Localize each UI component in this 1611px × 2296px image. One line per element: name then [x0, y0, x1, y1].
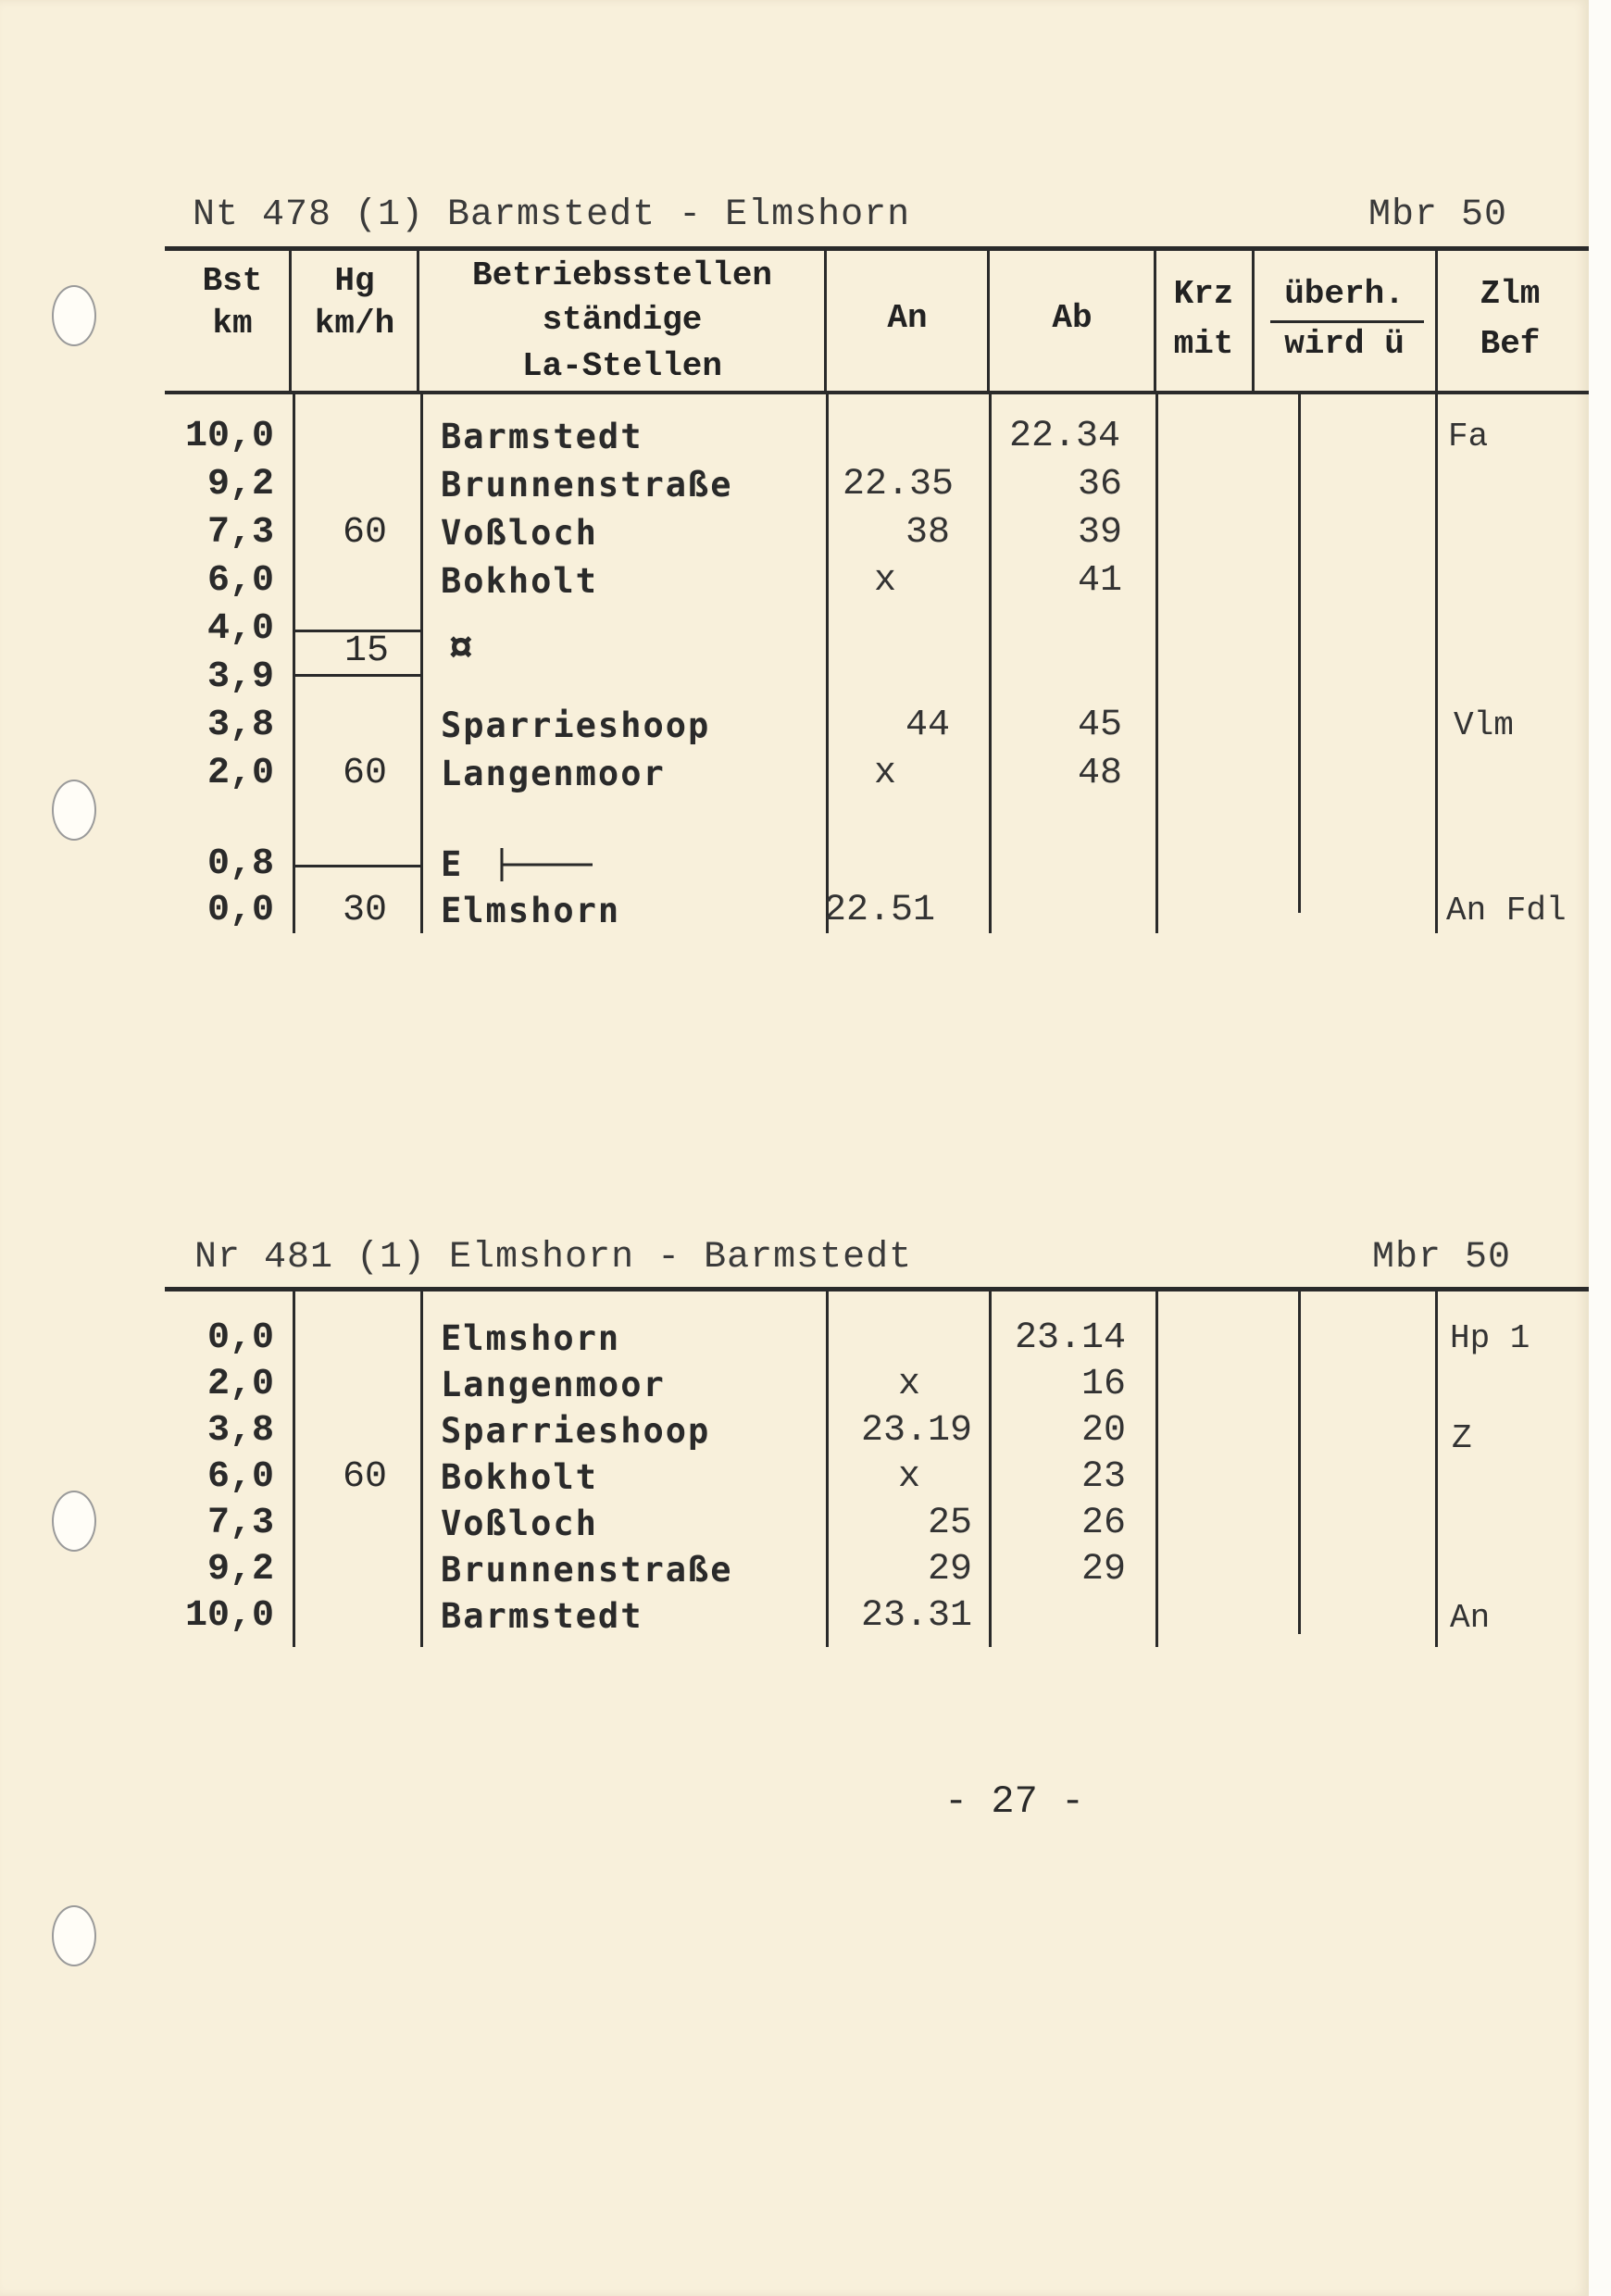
station-name: Voßloch	[441, 513, 598, 553]
header-la-stellen: La-Stellen	[521, 347, 723, 385]
header-staendige: ständige	[542, 301, 703, 339]
km-cell: 6,0	[206, 1456, 274, 1498]
header-bst: Bst	[202, 262, 263, 300]
remark-cell: Fa	[1448, 418, 1489, 455]
km-cell: 2,0	[206, 1364, 274, 1405]
header-an: An	[887, 299, 928, 337]
station-name: Bokholt	[441, 1457, 598, 1497]
speed-cell: 60	[343, 512, 388, 554]
page-number: - 27 -	[944, 1779, 1085, 1824]
table2-top-rule	[165, 1287, 1589, 1292]
divider	[1155, 1292, 1158, 1647]
km-cell: 0,8	[206, 843, 274, 885]
header-hg: Hg	[334, 262, 375, 300]
station-name: Brunnenstraße	[441, 465, 733, 505]
km-cell: 10,0	[184, 416, 274, 457]
speed-cell: 30	[343, 890, 388, 931]
table1-top-rule	[165, 246, 1589, 251]
departure-time: 26	[1080, 1503, 1126, 1544]
divider	[1298, 394, 1301, 913]
remark-cell: Hp 1	[1450, 1319, 1530, 1357]
departure-time: 23	[1080, 1456, 1126, 1498]
divider	[1435, 246, 1438, 394]
departure-time: 36	[1077, 464, 1122, 505]
divider	[420, 394, 423, 933]
departure-time: 22.34	[1008, 416, 1120, 457]
arrival-time: x	[874, 560, 897, 602]
station-name: Brunnenstraße	[441, 1550, 733, 1590]
divider	[289, 246, 292, 394]
divider	[1298, 1292, 1301, 1634]
km-cell: 0,0	[206, 890, 274, 931]
km-cell: 0,0	[206, 1317, 274, 1359]
speed-cell: 15	[344, 630, 390, 672]
uberh-underline	[1270, 320, 1424, 323]
arrival-time: 38	[905, 512, 950, 554]
divider	[987, 246, 990, 394]
km-cell: 9,2	[206, 464, 274, 505]
km-cell: 3,8	[206, 705, 274, 746]
km-cell: 2,0	[206, 753, 274, 794]
departure-time: 48	[1077, 753, 1122, 794]
station-name: Langenmoor	[441, 754, 666, 793]
station-name: Sparrieshoop	[441, 705, 711, 745]
station-name: Voßloch	[441, 1504, 598, 1543]
divider	[1252, 246, 1255, 394]
header-bef: Bef	[1480, 325, 1541, 363]
km-cell: 10,0	[184, 1595, 274, 1637]
table1-header-rule	[165, 391, 1589, 394]
header-wird-ue: wird ü	[1284, 325, 1405, 363]
table2-brake-ratio: Mbr 50	[1372, 1237, 1512, 1279]
arrival-time: x	[898, 1456, 921, 1498]
arrival-time: 22.51	[824, 890, 936, 931]
punch-hole-icon	[52, 780, 96, 841]
divider	[824, 246, 827, 394]
header-ueberh: überh.	[1284, 275, 1405, 313]
header-kmh: km/h	[314, 305, 395, 343]
remark-cell: An Fdl	[1446, 892, 1567, 930]
station-name: Elmshorn	[441, 1318, 621, 1358]
crossing-symbol-icon: ¤	[448, 626, 474, 674]
divider	[293, 394, 295, 933]
arrival-time: 22.35	[842, 464, 954, 505]
signal-label: E	[441, 844, 464, 884]
arrival-time: 29	[927, 1549, 972, 1591]
km-cell: 9,2	[206, 1549, 274, 1591]
table1-brake-ratio: Mbr 50	[1368, 194, 1508, 236]
header-km: km	[212, 305, 253, 343]
header-krz: Krz	[1173, 275, 1234, 313]
arrival-time: x	[898, 1364, 921, 1405]
km-cell: 4,0	[206, 608, 274, 650]
station-name: Elmshorn	[441, 891, 621, 930]
signal-arrow-icon	[496, 844, 600, 885]
divider	[1154, 246, 1156, 394]
header-mit: mit	[1173, 325, 1234, 363]
station-name: Sparrieshoop	[441, 1411, 711, 1451]
departure-time: 29	[1080, 1549, 1126, 1591]
remark-cell: Z	[1452, 1419, 1472, 1457]
punch-hole-icon	[52, 1905, 96, 1966]
departure-time: 45	[1077, 705, 1122, 746]
km-cell: 6,0	[206, 560, 274, 602]
table2-title: Nr 481 (1) Elmshorn - Barmstedt	[194, 1237, 913, 1279]
divider	[1155, 394, 1158, 933]
divider	[420, 1292, 423, 1647]
divider	[293, 1292, 295, 1647]
departure-time: 20	[1080, 1410, 1126, 1452]
speed-cell: 60	[343, 1456, 388, 1498]
station-name: Bokholt	[441, 561, 598, 601]
speed-change-line	[293, 865, 422, 867]
departure-time: 16	[1080, 1364, 1126, 1405]
divider	[1435, 394, 1438, 933]
punch-hole-icon	[52, 285, 96, 346]
km-cell: 3,8	[206, 1410, 274, 1452]
departure-time: 39	[1077, 512, 1122, 554]
arrival-time: 25	[927, 1503, 972, 1544]
km-cell: 3,9	[206, 656, 274, 698]
station-name: Barmstedt	[441, 1596, 643, 1636]
scan-edge	[1589, 0, 1611, 2296]
arrival-time: x	[874, 753, 897, 794]
header-betriebsstellen: Betriebsstellen	[471, 256, 773, 294]
remark-cell: Vlm	[1454, 706, 1514, 744]
table1-title: Nt 478 (1) Barmstedt - Elmshorn	[193, 194, 911, 236]
header-ab: Ab	[1052, 299, 1093, 337]
header-zlm: Zlm	[1480, 275, 1541, 313]
station-name: Barmstedt	[441, 417, 643, 456]
punch-hole-icon	[52, 1491, 96, 1552]
km-cell: 7,3	[206, 1503, 274, 1544]
divider	[417, 246, 419, 394]
arrival-time: 23.31	[860, 1595, 972, 1637]
speed-cell: 60	[343, 753, 388, 794]
departure-time: 23.14	[1014, 1317, 1126, 1359]
remark-cell: An	[1450, 1599, 1491, 1637]
departure-time: 41	[1077, 560, 1122, 602]
arrival-time: 23.19	[860, 1410, 972, 1452]
station-name: Langenmoor	[441, 1365, 666, 1404]
arrival-time: 44	[905, 705, 950, 746]
km-cell: 7,3	[206, 512, 274, 554]
divider	[1435, 1292, 1438, 1647]
